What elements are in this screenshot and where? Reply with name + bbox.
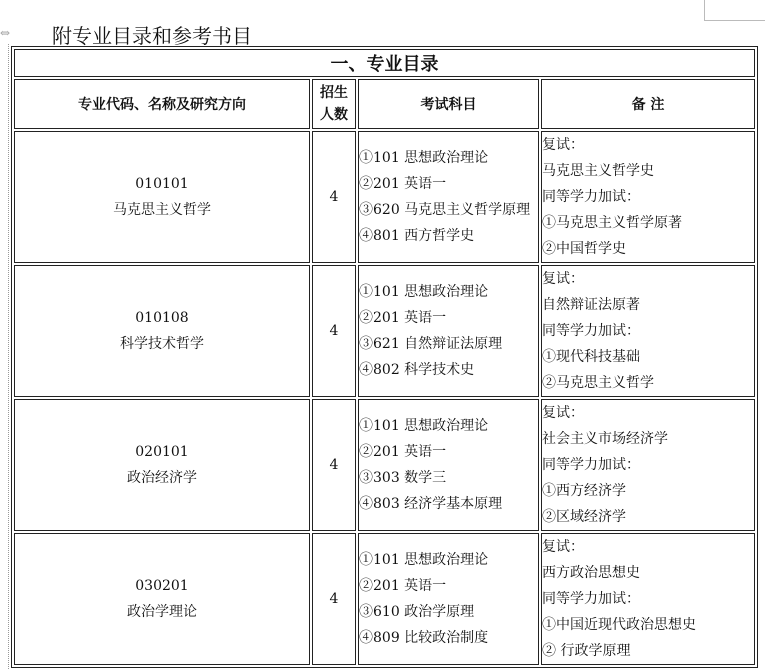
subjects-cell bbox=[358, 265, 539, 397]
table-move-handle-icon[interactable]: ⇔ bbox=[0, 26, 11, 40]
subjects-cell bbox=[358, 399, 539, 531]
enrollment-count: 4 bbox=[312, 399, 356, 531]
note-line: 同等学力加试： bbox=[542, 189, 640, 205]
enrollment-count: 4 bbox=[312, 131, 356, 263]
notes-cell bbox=[541, 265, 755, 397]
exam-subject: ③610 政治学原理 bbox=[359, 604, 475, 620]
exam-subject: ②201 英语一 bbox=[359, 310, 447, 326]
note-line: 西方政治思想史 bbox=[542, 565, 640, 581]
program-code: 010101 bbox=[135, 176, 189, 192]
exam-subject: ④801 西方哲学史 bbox=[359, 228, 475, 244]
exam-subject: ③303 数学三 bbox=[359, 470, 447, 486]
program-code: 030201 bbox=[135, 578, 189, 594]
note-line: ②区域经济学 bbox=[542, 509, 626, 525]
note-line: 马克思主义哲学史 bbox=[542, 163, 654, 179]
exam-subject: ①101 思想政治理论 bbox=[359, 418, 489, 434]
note-line: 同等学力加试： bbox=[542, 457, 640, 473]
table-row bbox=[14, 533, 755, 665]
page-corner-mark bbox=[704, 0, 765, 21]
exam-subject: ②201 英语一 bbox=[359, 444, 447, 460]
table-row bbox=[14, 265, 755, 397]
note-line: ② 行政学原理 bbox=[542, 643, 631, 659]
program-code: 020101 bbox=[135, 444, 189, 460]
exam-subject: ③620 马克思主义哲学原理 bbox=[359, 202, 531, 218]
header-count-text: 招生人数 bbox=[320, 85, 348, 123]
subjects-cell bbox=[358, 131, 539, 263]
exam-subject: ④802 科学技术史 bbox=[359, 362, 475, 378]
notes-cell bbox=[541, 131, 755, 263]
exam-subject: ①101 思想政治理论 bbox=[359, 552, 489, 568]
note-line: 复试： bbox=[542, 539, 584, 555]
document-heading: 附专业目录和参考书目 bbox=[52, 24, 252, 48]
header-subjects: 考试科目 bbox=[358, 79, 539, 129]
exam-subject: ①101 思想政治理论 bbox=[359, 284, 489, 300]
note-line: ①中国近现代政治思想史 bbox=[542, 617, 696, 633]
note-line: 自然辩证法原著 bbox=[542, 297, 640, 313]
note-line: 同等学力加试： bbox=[542, 591, 640, 607]
note-line: 同等学力加试： bbox=[542, 323, 640, 339]
note-line: ②中国哲学史 bbox=[542, 241, 626, 257]
exam-subject: ①101 思想政治理论 bbox=[359, 150, 489, 166]
note-line: 复试： bbox=[542, 405, 584, 421]
exam-subject: ②201 英语一 bbox=[359, 578, 447, 594]
notes-cell bbox=[541, 399, 755, 531]
program-code: 010108 bbox=[135, 310, 189, 326]
program-name: 政治学理论 bbox=[127, 604, 197, 620]
program-catalog-table bbox=[11, 46, 758, 668]
program-cell bbox=[14, 399, 310, 531]
notes-cell bbox=[541, 533, 755, 665]
page-margin-line bbox=[8, 44, 9, 669]
program-cell bbox=[14, 131, 310, 263]
program-cell bbox=[14, 533, 310, 665]
note-line: ①西方经济学 bbox=[542, 483, 626, 499]
enrollment-count: 4 bbox=[312, 533, 356, 665]
exam-subject: ④809 比较政治制度 bbox=[359, 630, 489, 646]
header-program: 专业代码、名称及研究方向 bbox=[14, 79, 310, 129]
subjects-cell bbox=[358, 533, 539, 665]
note-line: 复试： bbox=[542, 137, 584, 153]
program-name: 马克思主义哲学 bbox=[113, 202, 211, 218]
note-line: ①现代科技基础 bbox=[542, 349, 640, 365]
note-line: 社会主义市场经济学 bbox=[542, 431, 668, 447]
note-line: ①马克思主义哲学原著 bbox=[542, 215, 682, 231]
header-notes: 备 注 bbox=[541, 79, 755, 129]
table-row bbox=[14, 131, 755, 263]
header-count bbox=[312, 79, 356, 129]
note-line: ②马克思主义哲学 bbox=[542, 375, 654, 391]
table-title: 一、专业目录 bbox=[14, 49, 755, 77]
program-name: 政治经济学 bbox=[127, 470, 197, 486]
exam-subject: ②201 英语一 bbox=[359, 176, 447, 192]
table-row bbox=[14, 399, 755, 531]
program-cell bbox=[14, 265, 310, 397]
exam-subject: ③621 自然辩证法原理 bbox=[359, 336, 503, 352]
enrollment-count: 4 bbox=[312, 265, 356, 397]
program-name: 科学技术哲学 bbox=[120, 336, 204, 352]
note-line: 复试： bbox=[542, 271, 584, 287]
exam-subject: ④803 经济学基本原理 bbox=[359, 496, 503, 512]
